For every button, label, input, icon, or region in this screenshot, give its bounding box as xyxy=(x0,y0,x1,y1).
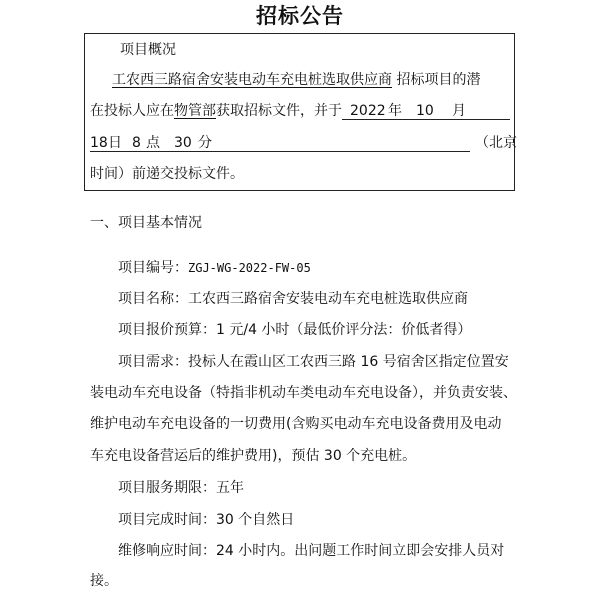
timezone-label: （北京 xyxy=(475,135,517,151)
time-hour-unit: 点 xyxy=(146,135,160,151)
response-time-line: 接。 xyxy=(90,573,118,589)
date-day-unit: 日 xyxy=(108,135,122,151)
response-time-line: 维修响应时间：24 小时内。出问题工作时间立即会安排人员对 xyxy=(118,543,505,559)
requirement-line: 维护电动车充电设备的一切费用(含购买电动车充电设备费用及电动 xyxy=(90,416,502,432)
overview-line-2 xyxy=(90,101,342,121)
completion-time-line: 项目完成时间：30 个自然日 xyxy=(118,512,295,528)
date-year-unit: 年 xyxy=(388,103,402,119)
line2-prefix: 在投标人应在 xyxy=(90,103,174,119)
section-heading: 一、项目基本情况 xyxy=(90,215,202,231)
date-month-unit: 月 xyxy=(452,103,466,119)
time-minute: 30 xyxy=(174,135,192,151)
time-hour: 8 xyxy=(132,135,141,151)
obtain-location: 物管部 xyxy=(174,103,216,119)
date-month: 10 xyxy=(416,103,434,119)
project-code-label: 项目编号： xyxy=(118,260,188,276)
line2-mid: 获取招标文件，并于 xyxy=(216,103,342,119)
date-year: 2022 xyxy=(350,103,386,119)
page-title: 招标公告 xyxy=(256,4,344,28)
service-period-line: 项目服务期限：五年 xyxy=(118,480,244,496)
project-code-value: ZGJ-WG-2022-FW-05 xyxy=(188,261,311,275)
overview-heading: 项目概况 xyxy=(120,42,176,58)
text-after-name: 招标项目的潜 xyxy=(396,72,481,88)
time-minute-unit: 分 xyxy=(198,135,212,151)
project-name-line: 项目名称：工农西三路宿舍安装电动车充电桩选取供应商 xyxy=(118,291,468,307)
project-code-line xyxy=(118,258,311,278)
project-budget-line: 项目报价预算：1 元/4 小时（最低价评分法：价低者得） xyxy=(118,322,472,338)
overview-line-4: 时间）前递交投标文件。 xyxy=(90,166,244,182)
requirement-line: 项目需求：投标人在霞山区工农西三路 16 号宿舍区指定位置安 xyxy=(118,354,509,370)
date-day: 18 xyxy=(90,135,108,151)
requirement-line: 装电动车充电设备（特指非机动车类电动车充电设备），并负责安装、 xyxy=(90,385,517,401)
project-name-underlined: 工农西三路宿舍安装电动车充电桩选取供应商 xyxy=(112,72,392,88)
requirement-line: 车充电设备营运后的维护费用)，预估 30 个充电桩。 xyxy=(90,448,417,464)
overview-line-1 xyxy=(112,70,480,90)
